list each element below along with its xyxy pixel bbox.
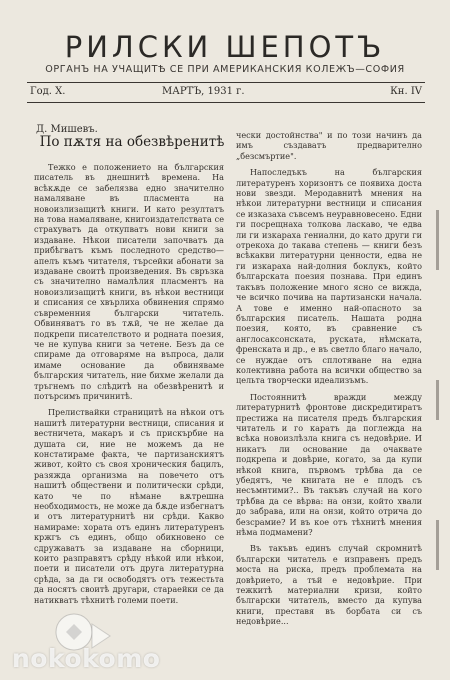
year-label: Год. X. <box>30 86 66 97</box>
article-column-right <box>236 130 422 632</box>
article-title: По пѫтя на обезвѣренитѣ <box>39 134 225 150</box>
page-edge-mark <box>436 380 439 420</box>
issue-date: МАРТЪ, 1931 г. <box>162 86 245 97</box>
masthead-title: РИЛСКИ ШЕПОТЪ <box>64 30 386 64</box>
page-edge-mark <box>436 210 439 270</box>
article-paragraph: Напоследъкъ на българския литературенъ хоризонтъ се появиха доста нови звезди. Меродавнитѣ мнения на нѣкои литературни вестници и списания се изказаха съвсемъ неуравновесено. Едни ги посрещнаха толкова ласкаво, че едва ли ги изкараха гениални, до като други ги отрекоха до такава степень — книги безъ всѣкакви литературни ценности, едва не ги изкараха най-долния боклукъ, който българската поезия познава. При единъ такъвъ положение много ясно се вижда, че всичко почива на партизански начала. А тове е именно най-опасното за българския писатель. Нашата родна поезия, която, въ сравнение съ англосаксонската, руската, нѣмската, френската и др., е въ светло благо начало, се нуждае отъ сплотяване на една колективна работа на всички общество за цельта творчески идеализъмъ. <box>236 167 422 386</box>
article-author: Д. Мишевъ. <box>36 124 98 135</box>
article-column-left <box>34 162 224 632</box>
header-rule-bottom <box>27 102 425 103</box>
article-paragraph: Въ такъвъ единъ случай скромнитѣ български читатель е изправенъ предъ моста на риска, предъ проблемата на довѣрието, а тъй е недовѣрие. При тежкитѣ материални кризи, който български читатель, вместо да купува книги, преставя въ борбата си съ недовѣрие... <box>236 543 422 627</box>
issue-number: Кн. IV <box>390 86 422 97</box>
watermark-text: nokokomo <box>12 644 161 673</box>
masthead-subtitle: ОРГАНЪ НА УЧАЩИТѢ СЕ ПРИ АМЕРИКАНСКИЯ КОЛЕЖЪ—СОФИЯ <box>45 64 405 75</box>
article-paragraph: Прелиствайки страницитѣ на нѣкои отъ нашитѣ литературни вестници, списания и вестничета, макаръ и съ прискърбие на душата си, ние не можемъ да не констатираме факта, че партизанскиятъ живот, който съ своя хроническия бацилъ, разяжда организма на повечето отъ нашитѣ обществени и политически срѣди, като че по нѣмане вѫтрешна необходимость, не може да бѫде избегнатъ и отъ литературнитѣ ни срѣди. Какво намираме: хората отъ единъ литературенъ кржгъ съ единъ, общо обикновено се сдружаватъ за издаване на сборници, които разправятъ срѣду нѣкой или нѣкои, поети и писатели отъ друга литературна срѣда, за да ги освободятъ отъ тежестьта да носятъ своитѣ другари, стараейки се да натикватъ тѣхнитѣ големи поети. <box>34 407 224 605</box>
header-rule-top <box>27 82 425 83</box>
issue-info-row <box>30 86 422 100</box>
article-paragraph: Постояннитѣ вражди между литературнитѣ фронтове дискредитиратъ престижа на писателя предъ българския читатель и го каратъ да поглежда на всѣка новоизлѣзла книга съ недовѣрие. И никатъ ли основание да очаквате подкрепа и довѣрие, когато, за да купи нѣкой книга, първомъ трѣбва да се убедятъ, че книгата не е плодъ съ несъмнтими?.. Въ такъвъ случай на кого трѣбва да се вѣрва: на онзи, който хвали до забрава, или на онзи, който отрича до безсрамие? И въ кое отъ тѣхнитѣ мнения нѣма подмамени? <box>236 391 422 538</box>
article-paragraph: Тежко е положението на българския писатель въ днешнитѣ времена. На всѣкѫде се забелязва едно значително намаляване въ пласмента на новоизлизащитѣ книги. И като резултатъ на това намаляване, книгоиздателствата се страхуватъ да откупватъ нови книги за издаване. Нѣкои писатели започватъ да прибѣгватъ къмъ последното средство—апелъ къмъ читателя, търсейки абонати за издаване своитѣ произведения. Въ свръзка съ значително намалѣлия пласментъ на новоизлизащитѣ книги, въ нѣкои вестници и списания се хвърлиха обвинения спрямо съвременния български читатель. Обвиняватъ го въ тѫй, че не желае да подкрепи писателството и родната поезия, че не купува книги за четене. Безъ да се спираме да отговаряме на въпроса, дали имаме основание да обвиняваме българския читатель, ние бихме желали да тръгнемъ по слѣдитѣ на обезвѣренитѣ и потърсимъ причинитѣ. <box>34 162 224 401</box>
page-edge-mark <box>436 520 439 570</box>
watermark <box>12 620 252 678</box>
article-paragraph: чески достойнства" и по този начинъ да имъ създаватъ предварително „безсмъртие". <box>236 130 422 161</box>
